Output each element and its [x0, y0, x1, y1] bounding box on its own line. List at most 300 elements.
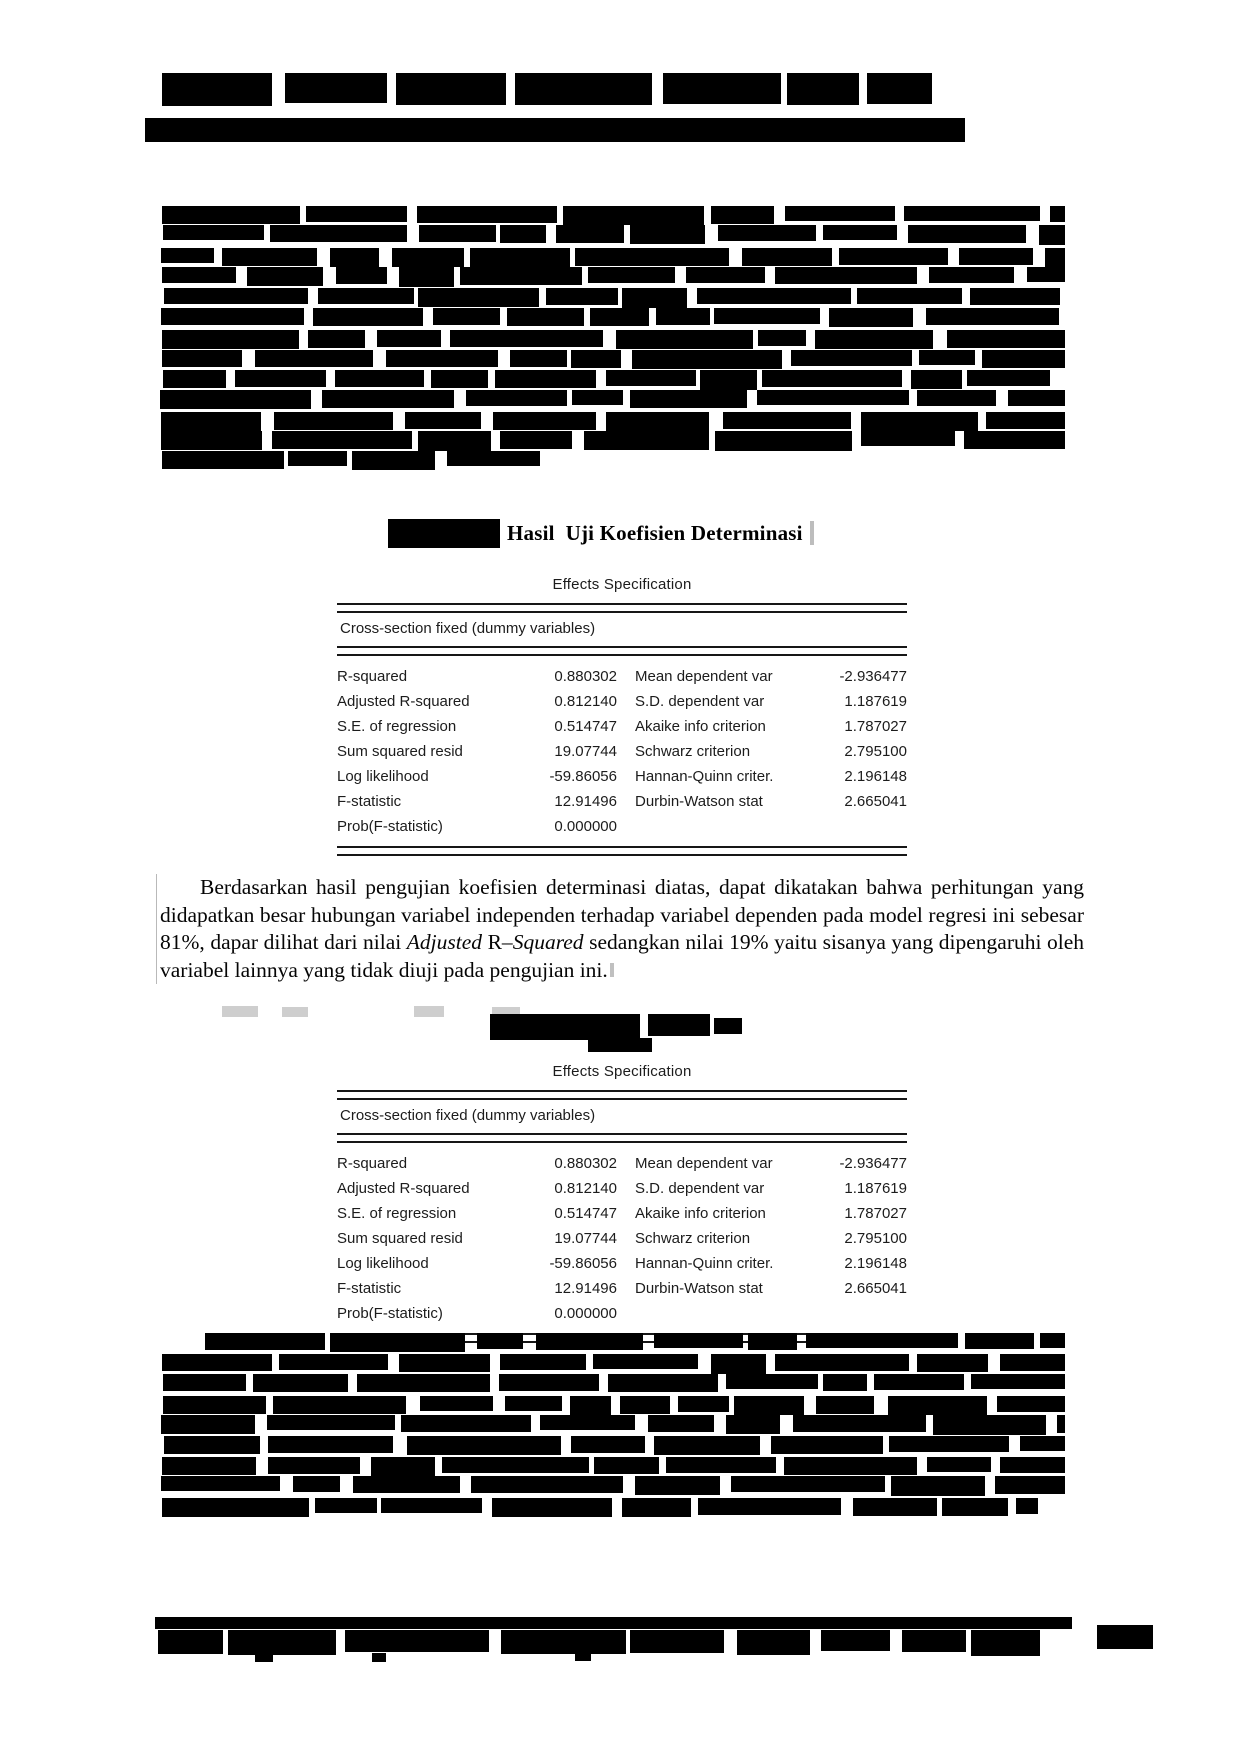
redaction-rect	[630, 1630, 724, 1653]
stat-label-left: Adjusted R-squared	[337, 693, 470, 710]
redaction-rect	[726, 1374, 818, 1389]
redaction-rect	[306, 206, 407, 222]
redaction-rect	[253, 1374, 348, 1392]
table-row	[337, 714, 907, 739]
redacted-paragraph-block-2	[160, 1333, 1065, 1523]
stat-value-right	[825, 1301, 907, 1326]
redaction-rect	[927, 1457, 991, 1472]
redaction-rect	[308, 330, 365, 348]
stat-value-right: 2.795100	[844, 743, 907, 760]
column-gap	[617, 764, 635, 789]
redaction-rect	[392, 248, 464, 267]
redaction-rect	[460, 267, 582, 285]
column-gap	[617, 1301, 635, 1326]
redaction-rect	[399, 1354, 490, 1372]
redaction-rect	[632, 350, 782, 369]
redaction-rect	[563, 206, 704, 225]
redaction-rect	[270, 225, 407, 242]
redaction-rect	[255, 1653, 273, 1662]
stat-label-left: S.E. of regression	[337, 1205, 457, 1222]
caret-mark-icon	[810, 521, 814, 545]
redaction-rect	[584, 431, 709, 450]
redaction-rect	[353, 1476, 460, 1493]
redaction-rect	[630, 225, 705, 244]
redaction-rect	[1000, 1457, 1065, 1473]
redaction-rect	[357, 1374, 490, 1392]
redaction-rect	[417, 206, 557, 223]
redaction-rect	[477, 1333, 523, 1349]
redaction-rect	[500, 225, 546, 243]
stat-value-left: 12.91496	[554, 793, 617, 810]
redaction-rect	[345, 1630, 489, 1652]
table-header: Effects Specification	[552, 576, 692, 593]
table-row	[337, 1301, 907, 1326]
stat-value-right: -2.936477	[839, 668, 907, 685]
redaction-rect	[911, 370, 962, 389]
redaction-rect	[471, 1476, 623, 1493]
redaction-rect	[495, 370, 596, 388]
table-rule-mid	[337, 1133, 907, 1143]
redaction-rect	[590, 308, 649, 326]
column-gap	[617, 1176, 635, 1201]
column-gap	[617, 789, 635, 814]
stat-label-left: Prob(F-statistic)	[337, 818, 443, 835]
redaction-rect	[228, 1630, 336, 1655]
redacted-paragraph-block	[160, 205, 1065, 473]
redaction-rect	[970, 288, 1060, 305]
table-row	[337, 689, 907, 714]
redaction-rect	[606, 370, 696, 386]
redaction-rect	[1016, 1498, 1038, 1514]
redaction-rect	[1000, 1354, 1065, 1371]
redaction-rect	[821, 1630, 890, 1651]
table-rule-bottom	[337, 846, 907, 856]
redacted-table-number	[388, 519, 500, 548]
redaction-rect	[823, 1374, 867, 1391]
redaction-rect	[785, 206, 895, 221]
effects-specification-table-2	[337, 1063, 907, 1343]
redaction-rect	[419, 225, 496, 242]
stat-value-left: 19.07744	[554, 743, 617, 760]
stat-label-right: Durbin-Watson stat	[635, 1280, 763, 1297]
redaction-rect	[572, 390, 623, 405]
redaction-rect	[816, 1396, 874, 1414]
redaction-rect	[1050, 206, 1065, 222]
redaction-rect	[273, 1396, 406, 1414]
redaction-rect	[787, 73, 859, 105]
redaction-rect	[622, 288, 687, 308]
stat-label-left: R-squared	[337, 1155, 408, 1172]
redaction-rect	[902, 1630, 966, 1652]
redaction-rect	[371, 1457, 435, 1477]
stat-label-right: Mean dependent var	[635, 1155, 773, 1172]
redaction-rect	[164, 288, 308, 304]
scan-smudge	[222, 1006, 258, 1017]
redaction-rect	[418, 431, 491, 451]
stat-label-left: S.E. of regression	[337, 718, 457, 735]
column-gap	[617, 1151, 635, 1176]
redaction-rect	[161, 1476, 280, 1491]
column-gap	[617, 1226, 635, 1251]
redaction-rect	[161, 431, 262, 450]
redaction-rect	[593, 1354, 698, 1369]
redaction-rect	[315, 1498, 377, 1513]
table-body	[337, 656, 907, 846]
stat-value-right: 2.665041	[844, 793, 907, 810]
redaction-rect	[698, 1498, 841, 1515]
redaction-rect	[1027, 267, 1065, 282]
stat-value-right	[825, 814, 907, 839]
table-row	[337, 1201, 907, 1226]
redaction-rect	[888, 1396, 987, 1415]
stat-label-left: Log likelihood	[337, 768, 429, 785]
redaction-rect	[160, 390, 311, 409]
stat-value-right: 2.795100	[844, 1230, 907, 1247]
column-gap	[617, 1276, 635, 1301]
redaction-rect	[594, 1457, 659, 1474]
table-row	[337, 1176, 907, 1201]
redaction-rect	[663, 73, 781, 104]
redaction-rect	[784, 1457, 917, 1475]
redaction-rect	[964, 431, 1065, 449]
column-gap	[617, 714, 635, 739]
redaction-rect	[162, 73, 272, 106]
redaction-rect	[313, 308, 423, 326]
redaction-rect	[205, 1333, 325, 1350]
redaction-rect	[155, 1617, 1072, 1629]
scan-smudge	[414, 1006, 444, 1017]
redacted-footer-segments	[155, 1629, 1040, 1655]
paragraph-segment: sedangkan nilai 19% yaitu sisanya yang dipengaruhi oleh variabel lainnya yang tidak diuji pada pengujian ini.	[160, 930, 1085, 982]
redaction-rect	[510, 350, 567, 367]
redaction-rect	[279, 1354, 388, 1370]
redaction-rect	[762, 370, 902, 387]
stat-value-left: 0.812140	[554, 1180, 617, 1197]
redaction-rect	[575, 248, 729, 266]
redaction-rect	[470, 248, 570, 267]
redaction-rect	[947, 330, 1065, 348]
redaction-rect	[466, 390, 567, 406]
table-rule-top	[337, 1090, 907, 1100]
redaction-rect	[1040, 1333, 1065, 1348]
redaction-rect	[163, 1396, 266, 1414]
redaction-rect	[285, 73, 387, 103]
table-caption	[388, 516, 814, 550]
stat-value-right: 1.787027	[844, 1205, 907, 1222]
redaction-rect	[616, 330, 753, 349]
table-row	[337, 789, 907, 814]
redaction-rect	[686, 267, 765, 283]
redaction-rect	[293, 1476, 340, 1492]
stat-value-left: 0.880302	[554, 1155, 617, 1172]
paragraph-segment: Squared	[512, 930, 584, 955]
redaction-rect	[995, 1476, 1065, 1494]
redaction-rect	[929, 267, 1014, 283]
redaction-rect	[268, 1436, 393, 1453]
stat-label-right: Hannan-Quinn criter.	[635, 768, 774, 785]
redaction-rect	[986, 412, 1065, 429]
stat-label-right: Hannan-Quinn criter.	[635, 1255, 774, 1272]
table-row	[337, 664, 907, 689]
redaction-rect	[742, 248, 832, 266]
redaction-rect	[933, 1415, 1046, 1435]
stat-value-left: 0.880302	[554, 668, 617, 685]
stat-label-right: Schwarz criterion	[635, 1230, 751, 1247]
analysis-paragraph	[156, 874, 1084, 984]
stat-value-right: -2.936477	[839, 1155, 907, 1172]
stat-label-right	[635, 1301, 825, 1326]
redaction-rect	[982, 350, 1065, 368]
redaction-rect	[861, 431, 955, 446]
redaction-rect	[630, 390, 747, 408]
redaction-rect	[926, 308, 1059, 325]
stat-label-right: Durbin-Watson stat	[635, 793, 763, 810]
redaction-rect	[274, 412, 393, 430]
redaction-rect	[853, 1498, 937, 1516]
redaction-rect	[499, 1374, 599, 1391]
redaction-rect	[942, 1498, 1008, 1516]
redaction-rect	[500, 431, 572, 449]
stat-label-right: Mean dependent var	[635, 668, 773, 685]
redaction-rect	[874, 1374, 964, 1390]
redacted-header-bar	[145, 118, 965, 142]
redaction-rect	[889, 1436, 1009, 1452]
redacted-page-number	[1097, 1625, 1153, 1649]
stat-label-right: S.D. dependent var	[635, 1180, 765, 1197]
redaction-rect	[971, 1630, 1040, 1656]
redaction-rect	[500, 1354, 586, 1370]
redaction-rect	[917, 1354, 988, 1372]
redaction-rect	[493, 412, 596, 430]
redaction-rect	[164, 1436, 260, 1454]
redaction-rect	[235, 370, 326, 387]
redaction-rect	[162, 1354, 272, 1371]
redaction-rect	[450, 330, 603, 347]
caret-mark-icon	[610, 963, 614, 977]
redaction-rect	[654, 1436, 760, 1455]
redaction-rect	[726, 1415, 780, 1434]
redaction-rect	[635, 1476, 720, 1495]
redaction-rect	[861, 412, 978, 431]
redaction-rect	[1045, 248, 1065, 268]
redaction-rect	[588, 1038, 652, 1052]
stat-value-left: 0.000000	[554, 818, 617, 835]
redaction-rect	[507, 308, 584, 326]
redaction-rect	[162, 206, 300, 224]
table-row	[337, 1276, 907, 1301]
redaction-rect	[556, 225, 624, 243]
table-row	[337, 814, 907, 839]
redaction-rect	[656, 308, 710, 325]
redaction-rect	[715, 431, 852, 451]
stat-value-right: 2.196148	[844, 1255, 907, 1272]
redaction-rect	[420, 1396, 493, 1411]
column-gap	[617, 689, 635, 714]
redaction-rect	[775, 267, 917, 284]
stat-label-left: Sum squared resid	[337, 743, 463, 760]
redaction-rect	[959, 248, 1033, 265]
redaction-rect	[162, 330, 299, 349]
redaction-rect	[272, 431, 412, 449]
redaction-rect	[405, 412, 481, 429]
redaction-rect	[965, 1333, 1034, 1349]
redaction-rect	[386, 350, 498, 367]
redaction-rect	[158, 1630, 223, 1654]
stat-label-right: Akaike info criterion	[635, 1205, 766, 1222]
redaction-rect	[247, 267, 323, 286]
stat-label-left: F-statistic	[337, 1280, 402, 1297]
column-gap	[617, 1251, 635, 1276]
redaction-rect	[906, 90, 932, 103]
redaction-rect	[575, 1650, 591, 1661]
redaction-rect	[505, 1396, 562, 1411]
redaction-rect	[793, 1415, 926, 1432]
redaction-rect	[433, 308, 500, 325]
redaction-rect	[711, 206, 774, 224]
effects-specification-table-1	[337, 576, 907, 856]
redaction-rect	[330, 248, 379, 267]
stat-label-right: Akaike info criterion	[635, 718, 766, 735]
redaction-rect	[731, 1476, 885, 1492]
redaction-rect	[377, 330, 441, 347]
redaction-rect	[588, 267, 675, 283]
column-gap	[617, 664, 635, 689]
redaction-rect	[1039, 225, 1065, 245]
redaction-rect	[336, 267, 387, 284]
redaction-rect	[666, 1457, 776, 1473]
redaction-rect	[971, 1374, 1065, 1389]
redaction-rect	[161, 412, 261, 431]
stat-label-right: Schwarz criterion	[635, 743, 751, 760]
redaction-rect	[1057, 1415, 1065, 1433]
redaction-rect	[255, 350, 373, 367]
stat-label-left: Adjusted R-squared	[337, 1180, 470, 1197]
stat-value-left: -59.86056	[549, 1255, 617, 1272]
redaction-rect	[571, 350, 621, 368]
redaction-rect	[447, 451, 540, 466]
redaction-rect	[515, 73, 652, 105]
redaction-rect	[501, 1630, 626, 1654]
redacted-header-line	[160, 72, 932, 120]
redaction-rect	[622, 1498, 691, 1517]
column-gap	[617, 1201, 635, 1226]
table-subheader: Cross-section fixed (dummy variables)	[340, 620, 596, 637]
stat-value-left: -59.86056	[549, 768, 617, 785]
redaction-rect	[418, 288, 539, 307]
redaction-rect	[571, 1436, 645, 1453]
redaction-rect	[648, 1415, 714, 1432]
redaction-rect	[771, 1436, 883, 1454]
redaction-rect	[288, 451, 347, 466]
table-rule-top	[337, 603, 907, 613]
redaction-rect	[163, 1374, 246, 1391]
redaction-rect	[267, 1415, 395, 1430]
redaction-rect	[399, 267, 454, 287]
redaction-rect	[857, 288, 962, 304]
stat-value-left: 0.514747	[554, 1205, 617, 1222]
redaction-rect	[163, 370, 226, 388]
redaction-rect	[335, 370, 424, 387]
redaction-rect	[967, 370, 1050, 386]
redaction-rect	[919, 350, 975, 365]
redaction-rect	[162, 1498, 309, 1517]
redaction-rect	[570, 1396, 611, 1415]
redaction-rect	[839, 248, 948, 265]
redaction-rect	[908, 225, 1026, 243]
redaction-rect	[748, 1333, 797, 1350]
redaction-rect	[806, 1333, 958, 1348]
redaction-rect	[697, 288, 851, 304]
redaction-rect	[823, 225, 897, 240]
redaction-rect	[891, 1476, 985, 1496]
redaction-rect	[648, 1014, 710, 1036]
table-row	[337, 739, 907, 764]
table-row	[337, 764, 907, 789]
redaction-rect	[162, 350, 242, 367]
redaction-rect	[161, 1415, 255, 1434]
table-caption-text: Hasil Uji Koefisien Determinasi	[507, 520, 803, 545]
redaction-rect	[381, 1498, 482, 1513]
redaction-rect	[606, 412, 709, 432]
redaction-rect	[723, 412, 851, 429]
redaction-rect	[757, 390, 909, 405]
redaction-rect	[162, 451, 284, 469]
redaction-rect	[161, 248, 214, 263]
redaction-rect	[161, 308, 304, 325]
redaction-rect	[546, 288, 618, 305]
redaction-rect	[654, 1333, 743, 1348]
redaction-rect	[917, 390, 996, 406]
redaction-rect	[775, 1354, 909, 1371]
redaction-rect	[222, 248, 317, 266]
stat-value-left: 19.07744	[554, 1230, 617, 1247]
redaction-rect	[815, 330, 933, 349]
stat-label-left: Prob(F-statistic)	[337, 1305, 443, 1322]
redaction-rect	[997, 1396, 1065, 1412]
redaction-rect	[318, 288, 414, 304]
stat-value-left: 0.000000	[554, 1305, 617, 1322]
stat-value-right: 2.196148	[844, 768, 907, 785]
redaction-rect	[401, 1415, 531, 1432]
redaction-rect	[904, 206, 1040, 221]
redaction-rect	[608, 1374, 718, 1392]
redaction-rect	[407, 1436, 561, 1455]
redaction-rect	[678, 1396, 729, 1412]
stat-label-left: R-squared	[337, 668, 408, 685]
redaction-rect	[442, 1457, 589, 1473]
redaction-rect	[1020, 1436, 1065, 1451]
table-row	[337, 1226, 907, 1251]
redaction-rect	[737, 1630, 810, 1655]
redaction-rect	[322, 390, 454, 408]
stat-value-left: 0.812140	[554, 693, 617, 710]
scan-smudge	[282, 1007, 308, 1017]
table-body	[337, 1143, 907, 1333]
stat-label-left: F-statistic	[337, 793, 402, 810]
redaction-rect	[714, 308, 820, 324]
redaction-rect	[700, 370, 757, 390]
table-subheader: Cross-section fixed (dummy variables)	[340, 1107, 596, 1124]
paragraph-segment: Adjusted	[406, 930, 483, 955]
table-row	[337, 1151, 907, 1176]
table-rule-mid	[337, 646, 907, 656]
redaction-rect	[758, 330, 806, 346]
stat-value-left: 12.91496	[554, 1280, 617, 1297]
redaction-rect	[162, 1457, 256, 1475]
redaction-rect	[490, 1014, 640, 1040]
stat-label-left: Log likelihood	[337, 1255, 429, 1272]
table-row	[337, 1251, 907, 1276]
